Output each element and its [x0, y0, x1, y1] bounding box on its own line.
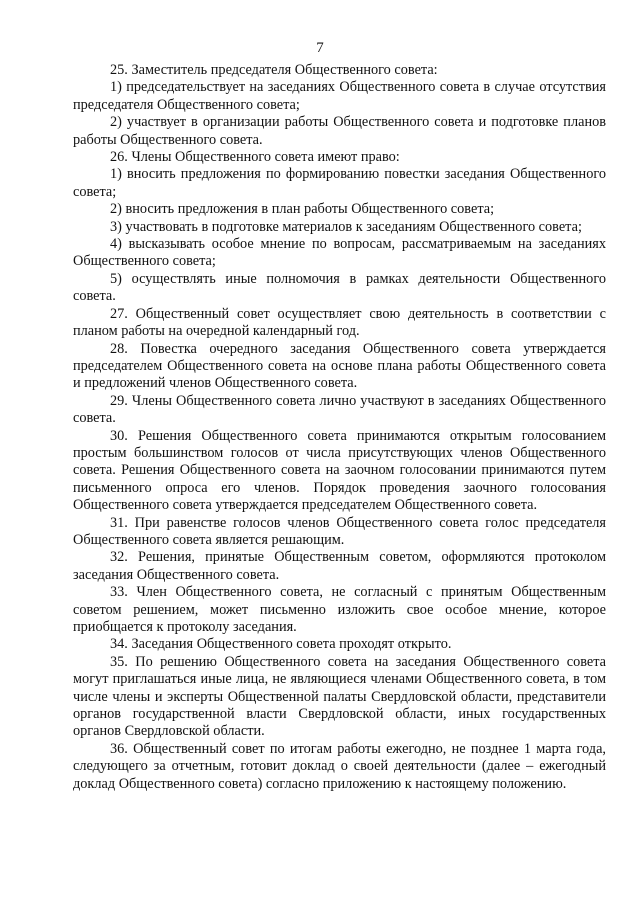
paragraph-36: 36. Общественный совет по итогам работы ежегодно, не позднее 1 марта года, следующего за отчетным, готовит доклад о своей деятельности (далее – ежегодный доклад Общественного совета) согласно приложению к настоящему положению.	[73, 740, 606, 792]
paragraph-34: 34. Заседания Общественного совета проходят открыто.	[110, 636, 452, 653]
paragraph-29: 29. Члены Общественного совета лично участвуют в заседаниях Общественного совета.	[73, 392, 606, 427]
paragraph-26-item-2: 2) вносить предложения в план работы Общественного совета;	[110, 201, 495, 218]
page-number: 7	[316, 40, 324, 56]
paragraph-27: 27. Общественный совет осуществляет свою деятельность в соответствии с планом работы на очередной календарный год.	[73, 305, 606, 340]
document-body	[73, 62, 606, 793]
paragraph-26: 26. Члены Общественного совета имеют право:	[110, 149, 400, 166]
paragraph-25-item-1: 1) председательствует на заседаниях Общественного совета в случае отсутствия председателя Общественного совета;	[73, 79, 606, 113]
paragraph-25-item-2: 2) участвует в организации работы Общественного совета и подготовке планов работы Общественного совета.	[73, 114, 606, 148]
paragraph-33: 33. Член Общественного совета, не согласный с принятым Общественным советом решением, может письменно изложить свое особое мнение, которое приобщается к протоколу заседания.	[73, 584, 606, 635]
paragraph-31: 31. При равенстве голосов членов Общественного совета голос председателя Общественного совета является решающим.	[73, 514, 606, 548]
paragraph-32: 32. Решения, принятые Общественным советом, оформляются протоколом заседания Общественного совета.	[73, 549, 606, 583]
paragraph-26-item-4: 4) высказывать особое мнение по вопросам, рассматриваемым на заседаниях Общественного совета;	[73, 236, 606, 270]
paragraph-25: 25. Заместитель председателя Общественного совета:	[110, 62, 438, 78]
paragraph-35: 35. По решению Общественного совета на заседания Общественного совета могут приглашаться иные лица, не являющиеся членами Общественного совета, в том числе члены и эксперты Общественной палаты Свердловской области, представители органов государственной власти Свердловской области, иных государственных органов Свердловской области.	[73, 653, 606, 740]
paragraph-28: 28. Повестка очередного заседания Общественного совета утверждается председателем Общественного совета на основе плана работы Общественного совета и предложений членов Общественного совета.	[73, 340, 606, 392]
paragraph-30: 30. Решения Общественного совета принимаются открытым голосованием простым большинством голосов от числа присутствующих членов Общественного совета. Решения Общественного совета на заочном голосовании принимаются путем письменного опроса его членов. Порядок проведения заочного голосования Общественного совета утверждается председателем Общественного совета.	[73, 427, 606, 514]
paragraph-26-item-5: 5) осуществлять иные полномочия в рамках деятельности Общественного совета.	[73, 270, 606, 305]
paragraph-26-item-3: 3) участвовать в подготовке материалов к заседаниям Общественного совета;	[110, 218, 582, 235]
paragraph-26-item-1: 1) вносить предложения по формированию повестки заседания Общественного совета;	[73, 166, 606, 200]
